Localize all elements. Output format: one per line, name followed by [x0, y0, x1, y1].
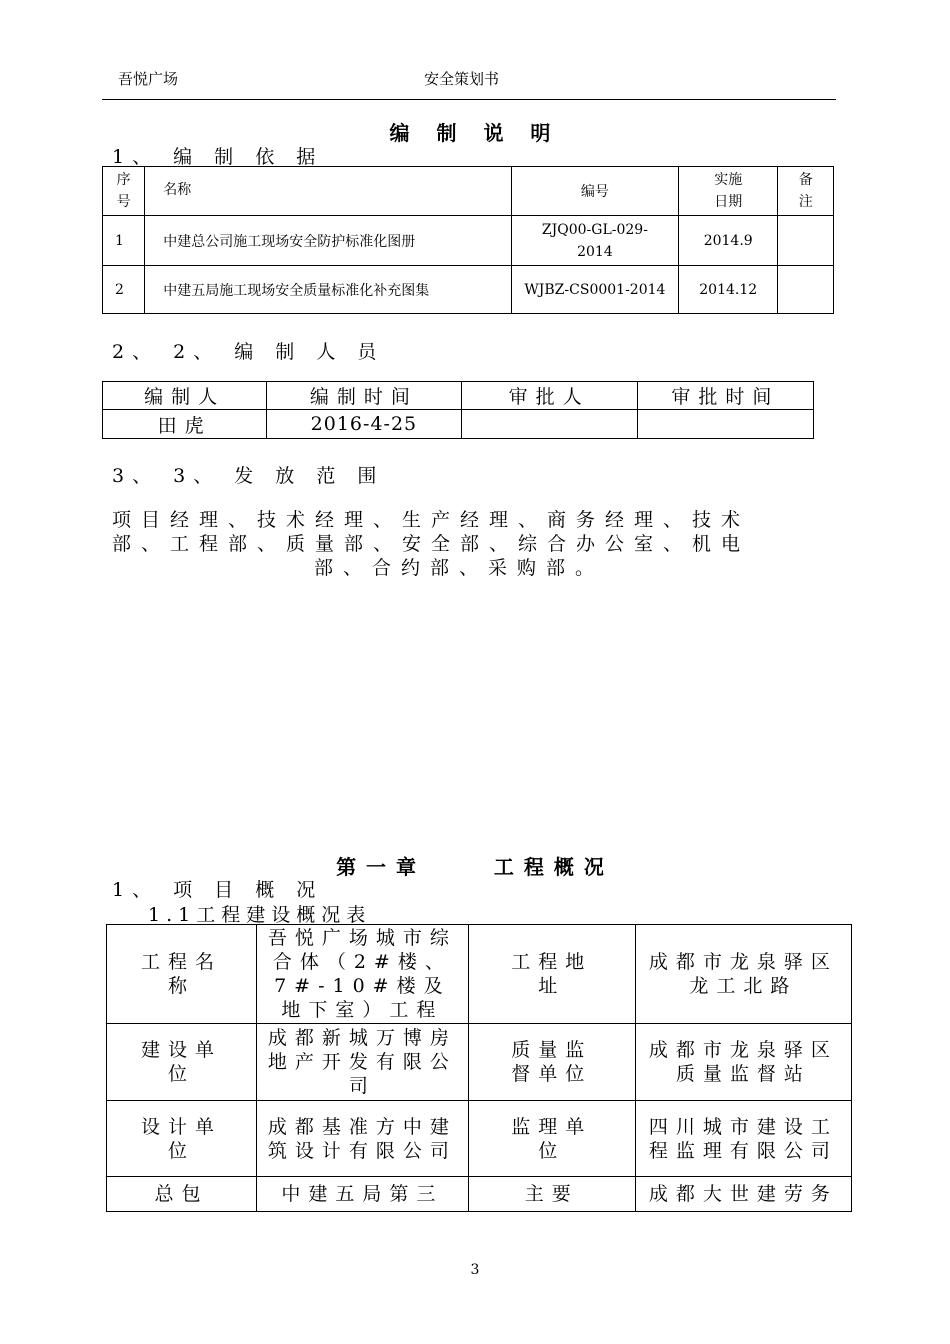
table-row: [107, 1177, 852, 1212]
col-date-line1: 实施: [714, 172, 743, 188]
cell-approver: [461, 410, 637, 439]
col-seq-line2: 号: [116, 194, 131, 210]
col-seq: [103, 167, 145, 216]
cell-note: [778, 216, 834, 266]
cell-key: 设计单位: [107, 1101, 257, 1177]
cell-value: 成都市龙泉驿区质量监督站: [635, 1024, 851, 1101]
cell-author: 田虎: [103, 410, 267, 439]
table-row: [107, 1024, 852, 1101]
col-date-line2: 日期: [714, 194, 743, 210]
col-note-line2: 注: [798, 194, 813, 210]
col-note: [778, 167, 834, 216]
cell-key: 工程地址: [468, 925, 635, 1024]
header-doc-type: 安全策划书: [424, 70, 500, 88]
cell-key: 主要: [468, 1177, 635, 1212]
header-project-name: 吾悦广场: [118, 70, 179, 88]
cell-date: 2014.12: [678, 266, 777, 314]
cell-name: 中建总公司施工现场安全防护标准化图册: [145, 216, 512, 266]
cell-name: 中建五局施工现场安全质量标准化补充图集: [145, 266, 512, 314]
cell-value: 成都大世建劳务: [635, 1177, 851, 1212]
cell-value: 中建五局第三: [257, 1177, 469, 1212]
cell-date: 2014.9: [678, 216, 777, 266]
table-row: [107, 925, 852, 1024]
overview-table-caption: 1.1工程建设概况表: [148, 904, 372, 926]
cell-key: 建设单位: [107, 1024, 257, 1101]
cell-code-line2: 2014: [577, 243, 613, 260]
table-row: [103, 410, 814, 439]
section-distribution-heading: 3、 3、 发 放 范 围: [112, 465, 385, 487]
table-row: [103, 216, 834, 266]
cell-seq: 1: [103, 216, 145, 266]
staff-table: [102, 381, 814, 439]
cell-value: 成都市龙泉驿区龙工北路: [635, 925, 851, 1024]
col-code: 编号: [511, 167, 678, 216]
page-title: 编 制 说 明: [389, 121, 561, 145]
overview-table: [106, 924, 852, 1212]
chapter-title: 第一章 工程概况: [336, 855, 614, 879]
col-author: 编制人: [103, 382, 267, 410]
basis-table: [102, 166, 834, 314]
cell-note: [778, 266, 834, 314]
section-staff-heading: 2、 2、 编 制 人 员: [112, 341, 385, 363]
col-approver: 审批人: [461, 382, 637, 410]
table-header-row: [103, 167, 834, 216]
page-number: 3: [470, 1262, 480, 1278]
cell-key: 工程名称: [107, 925, 257, 1024]
table-header-row: [103, 382, 814, 410]
cell-code: WJBZ-CS0001-2014: [511, 266, 678, 314]
cell-key: 监理单位: [468, 1101, 635, 1177]
cell-code: [511, 216, 678, 266]
cell-key: 质量监督单位: [468, 1024, 635, 1101]
chapter-sub-heading: 1、 项 目 概 况: [112, 879, 324, 901]
col-name: 名称: [145, 167, 512, 216]
col-date: [678, 167, 777, 216]
distribution-line-1: 项目经理、技术经理、生产经理、商务经理、技术: [112, 509, 751, 531]
cell-author-date: 2016-4-25: [267, 410, 461, 439]
col-note-line1: 备: [798, 172, 813, 188]
distribution-line-2: 部、工程部、质量部、安全部、综合办公室、机电: [112, 533, 751, 555]
distribution-line-3: 部、合约部、采购部。: [314, 557, 605, 579]
cell-value: 成都基准方中建筑设计有限公司: [257, 1101, 469, 1177]
cell-value: 吾悦广场城市综合体（2#楼、7#-10#楼及地下室）工程: [257, 925, 469, 1024]
header-rule: [102, 99, 836, 100]
table-row: [107, 1101, 852, 1177]
section-basis-heading: 1、 编 制 依 据: [112, 146, 324, 168]
cell-seq: 2: [103, 266, 145, 314]
table-row: [103, 266, 834, 314]
col-approval-date: 审批时间: [637, 382, 813, 410]
cell-code-line1: ZJQ00-GL-029-: [541, 221, 648, 238]
cell-value: 成都新城万博房地产开发有限公司: [257, 1024, 469, 1101]
cell-value: 四川城市建设工程监理有限公司: [635, 1101, 851, 1177]
cell-approval-date: [637, 410, 813, 439]
col-seq-line1: 序: [116, 172, 131, 188]
col-author-date: 编制时间: [267, 382, 461, 410]
cell-key: 总包: [107, 1177, 257, 1212]
